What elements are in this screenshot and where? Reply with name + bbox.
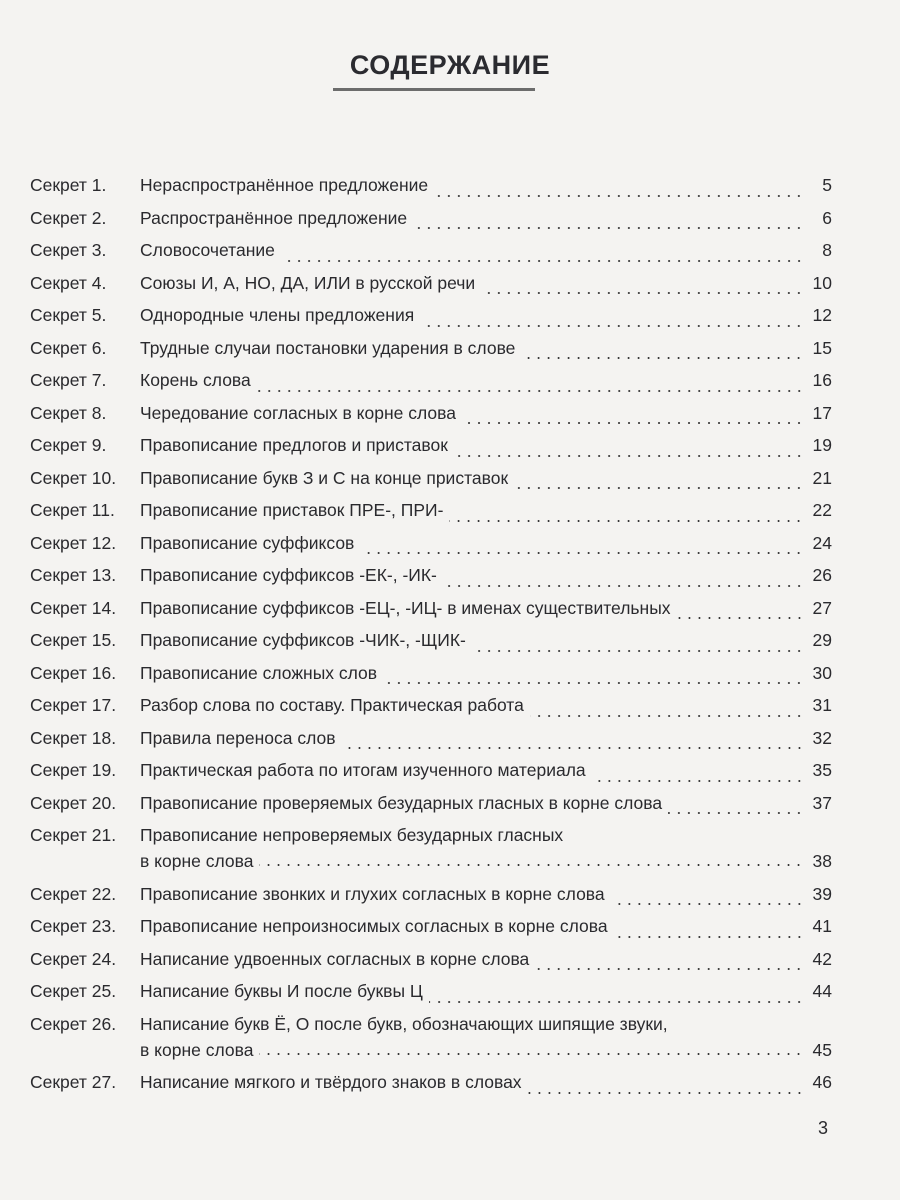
entry-title: Написание буквы И после буквы Ц <box>140 981 423 1001</box>
dot-leader <box>360 552 804 554</box>
toc-entry <box>30 530 832 563</box>
entry-title: Написание букв Ё, О после букв, обозначающих шипящие звуки, <box>140 1013 668 1034</box>
entry-title: Распространённое предложение <box>140 207 408 228</box>
entry-title-continued: в корне слова <box>140 851 254 871</box>
entry-title: Правописание непроверяемых безударных гласных <box>140 825 564 845</box>
toc-entry-line <box>30 848 832 874</box>
toc-entry <box>30 1069 832 1102</box>
dot-leader <box>592 780 804 782</box>
toc-entry <box>30 465 832 498</box>
entry-page: 30 <box>812 662 832 683</box>
dot-leader <box>342 747 804 749</box>
entry-page: 29 <box>812 630 832 650</box>
entry-page: 39 <box>812 883 832 904</box>
entry-label: Секрет 18. <box>30 727 117 748</box>
toc-entry <box>30 270 832 303</box>
entry-label: Секрет 20. <box>30 792 117 813</box>
dot-leader <box>443 585 804 587</box>
dot-leader <box>514 487 804 489</box>
entry-title: Нераспространённое предложение <box>140 175 429 195</box>
toc-entry <box>30 978 832 1011</box>
toc-entry <box>30 400 832 433</box>
entry-page: 17 <box>812 402 832 423</box>
entry-title: Практическая работа по итогам изученного материала <box>140 760 586 780</box>
entry-label: Секрет 19. <box>30 760 117 780</box>
entry-title: Написание удвоенных согласных в корне слова <box>140 948 530 969</box>
dot-leader <box>462 422 804 424</box>
entry-label: Секрет 26. <box>30 1013 117 1034</box>
toc-entry <box>30 562 832 595</box>
entry-label: Секрет 14. <box>30 597 117 618</box>
toc-entry <box>30 432 832 465</box>
entry-page: 12 <box>812 305 832 325</box>
entry-page: 32 <box>812 727 832 748</box>
entry-title: Разбор слова по составу. Практическая работа <box>140 695 524 715</box>
entry-label: Секрет 12. <box>30 532 117 553</box>
entry-page: 27 <box>812 597 832 618</box>
entry-page: 44 <box>812 981 832 1001</box>
entry-title: Словосочетание <box>140 240 275 260</box>
entry-page: 45 <box>812 1039 832 1060</box>
dot-leader <box>413 227 804 229</box>
toc-entry-line <box>30 822 832 848</box>
entry-page: 5 <box>822 175 832 195</box>
entry-title: Корень слова <box>140 370 251 390</box>
dot-leader <box>530 715 804 717</box>
entry-page: 31 <box>812 695 832 715</box>
dot-leader <box>528 1092 804 1094</box>
entry-title: Правописание сложных слов <box>140 662 378 683</box>
dot-leader <box>383 682 804 684</box>
entry-label: Секрет 23. <box>30 916 117 936</box>
entry-label: Секрет 8. <box>30 402 107 423</box>
toc-entry <box>30 790 832 823</box>
entry-label: Секрет 16. <box>30 662 117 683</box>
page-title: СОДЕРЖАНИЕ <box>349 50 551 80</box>
dot-leader <box>259 864 804 866</box>
entry-label: Секрет 11. <box>30 500 115 520</box>
entry-page: 15 <box>812 337 832 358</box>
toc-entry <box>30 627 832 660</box>
entry-title: Правописание суффиксов <box>140 532 355 553</box>
entry-page: 26 <box>812 565 832 585</box>
entry-label: Секрет 6. <box>30 337 107 358</box>
entry-title: Правописание суффиксов -ЕЦ-, -ИЦ- в именах существительных <box>140 597 671 618</box>
entry-label: Секрет 4. <box>30 272 107 293</box>
dot-leader <box>281 260 804 262</box>
entry-label: Секрет 15. <box>30 630 117 650</box>
dot-leader <box>677 617 804 619</box>
entry-label: Секрет 25. <box>30 981 117 1001</box>
dot-leader <box>257 390 804 392</box>
title-underline <box>333 88 535 91</box>
entry-title: Трудные случаи постановки ударения в слове <box>140 337 516 358</box>
entry-page: 8 <box>822 240 832 260</box>
entry-page: 24 <box>812 532 832 553</box>
toc-entry <box>30 692 832 725</box>
page-number: 3 <box>818 1118 829 1138</box>
entry-label: Секрет 24. <box>30 948 117 969</box>
toc-entry-line <box>30 1011 832 1037</box>
entry-title: Союзы И, А, НО, ДА, ИЛИ в русской речи <box>140 272 476 293</box>
toc-entry <box>30 497 832 530</box>
toc-entry <box>30 660 832 693</box>
toc-entry <box>30 367 832 400</box>
dot-leader <box>472 650 804 652</box>
toc-entry-line <box>30 1037 832 1063</box>
entry-page: 46 <box>812 1072 832 1092</box>
entry-page: 22 <box>812 500 832 520</box>
dot-leader <box>614 936 804 938</box>
toc-entry <box>30 237 832 270</box>
entry-label: Секрет 5. <box>30 305 107 325</box>
entry-title: Правописание суффиксов -ЕК-, -ИК- <box>140 565 437 585</box>
entry-label: Секрет 7. <box>30 370 107 390</box>
dot-leader <box>434 195 804 197</box>
dot-leader <box>259 1053 804 1055</box>
entry-label: Секрет 10. <box>30 467 117 488</box>
entry-title: Чередование согласных в корне слова <box>140 402 456 423</box>
entry-label: Секрет 17. <box>30 695 117 715</box>
toc-entry <box>30 822 832 874</box>
entry-page: 6 <box>822 207 832 228</box>
entry-title-continued: в корне слова <box>140 1039 254 1060</box>
entry-label: Секрет 1. <box>30 175 107 195</box>
dot-leader <box>481 292 804 294</box>
toc-entry <box>30 172 832 205</box>
entry-page: 21 <box>812 467 832 488</box>
dot-leader <box>429 1001 804 1003</box>
toc-entry <box>30 725 832 758</box>
entry-page: 38 <box>812 851 832 871</box>
dot-leader <box>668 812 804 814</box>
toc-entry <box>30 913 832 946</box>
entry-page: 37 <box>812 792 832 813</box>
toc-entry <box>30 595 832 628</box>
toc-entry <box>30 757 832 790</box>
toc-entry <box>30 205 832 238</box>
dot-leader <box>521 357 804 359</box>
entry-page: 42 <box>812 948 832 969</box>
toc-entry <box>30 946 832 979</box>
toc-entry <box>30 302 832 335</box>
entry-page: 19 <box>812 435 832 455</box>
dot-leader <box>535 968 804 970</box>
toc-entry <box>30 335 832 368</box>
entry-page: 41 <box>812 916 832 936</box>
entry-title: Правописание звонких и глухих согласных в корне слова <box>140 883 605 904</box>
entry-title: Правила переноса слов <box>140 727 336 748</box>
entry-title: Правописание букв З и С на конце приставок <box>140 467 509 488</box>
entry-title: Правописание предлогов и приставок <box>140 435 448 455</box>
entry-page: 16 <box>812 370 832 390</box>
entry-label: Секрет 27. <box>30 1072 117 1092</box>
table-of-contents <box>30 172 832 1102</box>
toc-entry <box>30 1011 832 1063</box>
dot-leader <box>449 520 804 522</box>
entry-title: Правописание суффиксов -ЧИК-, -ЩИК- <box>140 630 466 650</box>
entry-label: Секрет 21. <box>30 825 117 845</box>
entry-title: Правописание приставок ПРЕ-, ПРИ- <box>140 500 444 520</box>
entry-title: Правописание непроизносимых согласных в корне слова <box>140 916 608 936</box>
entry-title: Однородные члены предложения <box>140 305 415 325</box>
entry-label: Секрет 3. <box>30 240 107 260</box>
dot-leader <box>454 455 804 457</box>
toc-entry <box>30 881 832 914</box>
dot-leader <box>420 325 804 327</box>
entry-label: Секрет 2. <box>30 207 107 228</box>
entry-title: Написание мягкого и твёрдого знаков в словах <box>140 1072 522 1092</box>
entry-label: Секрет 9. <box>30 435 107 455</box>
dot-leader <box>611 903 804 905</box>
entry-page: 35 <box>812 760 832 780</box>
entry-page: 10 <box>812 272 832 293</box>
entry-label: Секрет 13. <box>30 565 117 585</box>
entry-label: Секрет 22. <box>30 883 117 904</box>
entry-title: Правописание проверяемых безударных гласных в корне слова <box>140 792 663 813</box>
